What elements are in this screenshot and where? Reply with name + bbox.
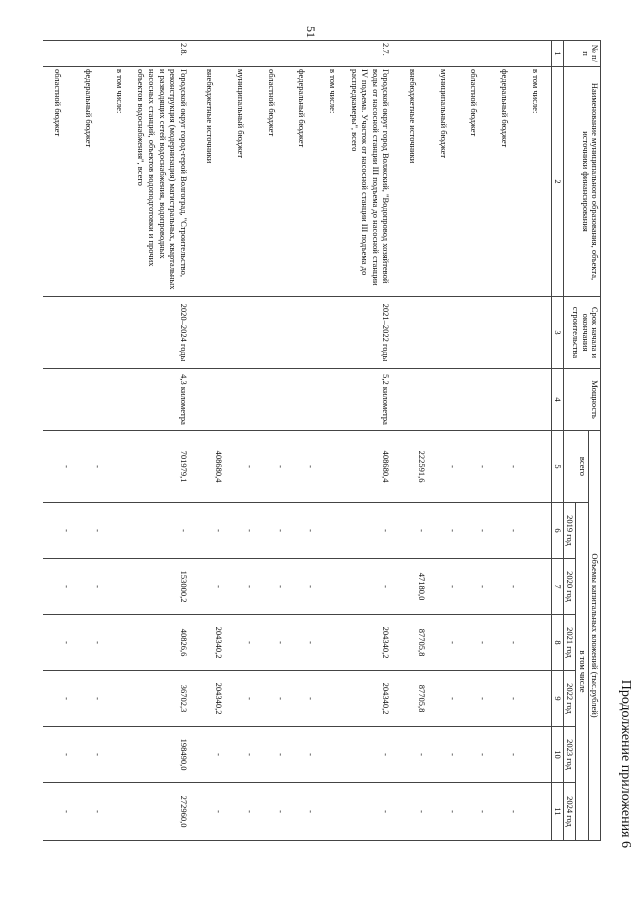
row-value: -: [489, 671, 520, 727]
row-value: [317, 727, 348, 783]
row-value: -: [43, 431, 74, 503]
row-capacity: [520, 369, 551, 431]
row-period: 2020–2024 годы: [135, 297, 195, 369]
row-value: -: [287, 615, 318, 671]
row-value: -: [74, 503, 105, 559]
row-name: областной бюджет: [43, 67, 74, 297]
row-value: [317, 615, 348, 671]
row-period: [459, 297, 490, 369]
row-value: -: [459, 503, 490, 559]
row-value: 87705,8: [398, 615, 429, 671]
row-number: [489, 41, 520, 67]
row-value: -: [226, 431, 257, 503]
row-value: -: [43, 671, 74, 727]
row-value: [104, 503, 135, 559]
column-index: 2: [551, 67, 563, 297]
row-value: -: [459, 727, 490, 783]
row-value: -: [459, 431, 490, 503]
row-value: [520, 783, 551, 841]
row-name: Городской округ город Волжский, "Водопровод хозяйтевой воды от насосной станции III подъема до насосной станции IV подъема. Участок от насосной станции III подъема до распредкамеры", всего: [348, 67, 398, 297]
row-name: муниципальный бюджет: [226, 67, 257, 297]
row-name: в том числе:: [520, 67, 551, 297]
row-value: [520, 615, 551, 671]
row-value: -: [195, 727, 226, 783]
header-year: 2024 год: [563, 783, 575, 841]
table-row: [428, 41, 459, 841]
row-name: муниципальный бюджет: [428, 67, 459, 297]
row-name: областной бюджет: [459, 67, 490, 297]
header-year: 2020 год: [563, 559, 575, 615]
row-value: [317, 671, 348, 727]
column-index: 4: [551, 369, 563, 431]
row-name: федеральный бюджет: [74, 67, 105, 297]
row-value: -: [74, 559, 105, 615]
row-value: -: [428, 503, 459, 559]
row-period: [489, 297, 520, 369]
row-value: 36702,3: [135, 671, 195, 727]
row-period: [43, 297, 74, 369]
row-value: -: [428, 671, 459, 727]
row-value: -: [256, 503, 287, 559]
row-value: 222591,6: [398, 431, 429, 503]
row-value: -: [287, 431, 318, 503]
table-row: [287, 41, 318, 841]
table-row: [226, 41, 257, 841]
row-value: 204340,2: [195, 615, 226, 671]
row-period: [287, 297, 318, 369]
column-index: 5: [551, 431, 563, 503]
table-row: [520, 41, 551, 841]
row-value: -: [195, 503, 226, 559]
row-capacity: 4,3 километра: [135, 369, 195, 431]
row-value: -: [348, 727, 398, 783]
row-period: [74, 297, 105, 369]
row-value: 40826,6: [135, 615, 195, 671]
row-value: -: [43, 727, 74, 783]
row-value: -: [398, 727, 429, 783]
row-period: [398, 297, 429, 369]
row-value: -: [226, 615, 257, 671]
row-value: [520, 671, 551, 727]
row-value: -: [226, 559, 257, 615]
row-value: [317, 559, 348, 615]
row-value: [520, 559, 551, 615]
table-row: [135, 41, 195, 841]
row-number: [195, 41, 226, 67]
row-capacity: [104, 369, 135, 431]
row-value: -: [287, 783, 318, 841]
row-capacity: [317, 369, 348, 431]
row-value: -: [287, 727, 318, 783]
row-value: 204340,2: [348, 615, 398, 671]
row-value: -: [74, 615, 105, 671]
row-capacity: [459, 369, 490, 431]
column-index: 7: [551, 559, 563, 615]
page-number: 51: [304, 26, 318, 38]
row-value: -: [74, 783, 105, 841]
header-year: 2022 год: [563, 671, 575, 727]
table-row: [43, 41, 74, 841]
row-value: -: [226, 727, 257, 783]
row-number: 2.8.: [135, 41, 195, 67]
row-value: [317, 431, 348, 503]
row-value: -: [43, 559, 74, 615]
column-index: 6: [551, 503, 563, 559]
row-value: -: [256, 727, 287, 783]
header-total: всего: [563, 431, 588, 503]
row-number: [226, 41, 257, 67]
row-value: -: [135, 503, 195, 559]
row-value: -: [195, 783, 226, 841]
table-row: [256, 41, 287, 841]
row-capacity: [43, 369, 74, 431]
header-capacity: Мощность: [563, 369, 600, 431]
row-value: -: [489, 783, 520, 841]
row-value: -: [43, 615, 74, 671]
header-no: № п/п: [563, 41, 600, 67]
row-value: 87705,8: [398, 671, 429, 727]
row-number: [104, 41, 135, 67]
row-value: [104, 671, 135, 727]
table-row: [104, 41, 135, 841]
row-name: Городской округ город-герой Волгоград, "Строительство, реконструкция (модернизация) магистральных, квартальных и разводящих сетей водоснабжения, водопроводных насосных станций, объектов водоподготовки и прочих объектов водоснабжения", всего: [135, 67, 195, 297]
row-value: 198490,0: [135, 727, 195, 783]
column-index: 10: [551, 727, 563, 783]
row-value: 701979,1: [135, 431, 195, 503]
row-name: в том числе:: [104, 67, 135, 297]
row-value: [104, 559, 135, 615]
row-value: -: [287, 503, 318, 559]
row-value: -: [459, 671, 490, 727]
row-value: -: [226, 671, 257, 727]
row-value: -: [489, 431, 520, 503]
row-value: -: [195, 559, 226, 615]
row-name: в том числе:: [317, 67, 348, 297]
row-value: 204340,2: [195, 671, 226, 727]
row-value: -: [43, 503, 74, 559]
row-value: -: [43, 783, 74, 841]
row-name: федеральный бюджет: [489, 67, 520, 297]
row-value: 204340,2: [348, 671, 398, 727]
table-row: [398, 41, 429, 841]
row-value: -: [256, 783, 287, 841]
row-period: [195, 297, 226, 369]
row-capacity: [489, 369, 520, 431]
row-value: 408680,4: [348, 431, 398, 503]
row-value: -: [428, 559, 459, 615]
row-number: [74, 41, 105, 67]
row-period: [104, 297, 135, 369]
row-value: [520, 503, 551, 559]
row-number: [256, 41, 287, 67]
row-name: областной бюджет: [256, 67, 287, 297]
row-number: [520, 41, 551, 67]
row-value: -: [226, 783, 257, 841]
column-index: 11: [551, 783, 563, 841]
row-value: -: [348, 559, 398, 615]
header-name: Наименование муниципального образования, объекта, источники финансирования: [563, 67, 600, 297]
header-year: 2021 год: [563, 615, 575, 671]
row-value: -: [489, 615, 520, 671]
row-value: -: [489, 727, 520, 783]
row-value: -: [226, 503, 257, 559]
row-capacity: [398, 369, 429, 431]
row-capacity: [74, 369, 105, 431]
row-capacity: [195, 369, 226, 431]
row-value: [104, 783, 135, 841]
row-value: -: [256, 615, 287, 671]
row-value: 47180,0: [398, 559, 429, 615]
column-index: 3: [551, 297, 563, 369]
row-value: -: [256, 559, 287, 615]
row-value: -: [459, 559, 490, 615]
row-value: -: [428, 727, 459, 783]
row-period: [256, 297, 287, 369]
column-index: 9: [551, 671, 563, 727]
row-value: -: [256, 431, 287, 503]
row-value: -: [287, 671, 318, 727]
row-value: -: [348, 503, 398, 559]
row-value: -: [489, 559, 520, 615]
row-value: 153000,2: [135, 559, 195, 615]
table-row: [195, 41, 226, 841]
capital-investment-table: [43, 40, 601, 841]
row-period: [226, 297, 257, 369]
row-value: -: [74, 671, 105, 727]
row-value: -: [256, 671, 287, 727]
row-name: внебюджетные источники: [398, 67, 429, 297]
row-value: -: [459, 615, 490, 671]
row-value: -: [348, 783, 398, 841]
row-value: [520, 431, 551, 503]
table-row: [74, 41, 105, 841]
table-row: [317, 41, 348, 841]
row-number: [398, 41, 429, 67]
column-index: 1: [551, 41, 563, 67]
row-value: 408680,4: [195, 431, 226, 503]
row-period: [317, 297, 348, 369]
row-value: -: [428, 783, 459, 841]
row-value: [317, 783, 348, 841]
row-value: -: [287, 559, 318, 615]
row-value: -: [398, 783, 429, 841]
row-number: [287, 41, 318, 67]
table-row: [459, 41, 490, 841]
row-value: [104, 615, 135, 671]
row-capacity: [428, 369, 459, 431]
row-period: 2021–2022 годы: [348, 297, 398, 369]
row-name: федеральный бюджет: [287, 67, 318, 297]
row-value: [317, 503, 348, 559]
row-capacity: [287, 369, 318, 431]
row-capacity: 5,2 километра: [348, 369, 398, 431]
row-name: внебюджетные источники: [195, 67, 226, 297]
table-row: [348, 41, 398, 841]
row-period: [520, 297, 551, 369]
row-value: -: [489, 503, 520, 559]
header-period: Срок начала и окончания строительства: [563, 297, 600, 369]
row-value: -: [398, 503, 429, 559]
table-row: [489, 41, 520, 841]
row-number: [428, 41, 459, 67]
row-value: [520, 727, 551, 783]
continuation-heading: Продолжение приложения 6: [618, 679, 633, 848]
row-period: [428, 297, 459, 369]
row-value: -: [74, 431, 105, 503]
column-index: 8: [551, 615, 563, 671]
row-number: [43, 41, 74, 67]
row-value: -: [74, 727, 105, 783]
row-number: 2.7.: [348, 41, 398, 67]
row-value: 272960,0: [135, 783, 195, 841]
row-capacity: [256, 369, 287, 431]
row-number: [317, 41, 348, 67]
header-incl: в том числе: [576, 503, 588, 841]
row-value: -: [459, 783, 490, 841]
header-year: 2023 год: [563, 727, 575, 783]
row-number: [459, 41, 490, 67]
row-value: -: [428, 431, 459, 503]
header-year: 2019 год: [563, 503, 575, 559]
row-value: [104, 431, 135, 503]
row-value: -: [428, 615, 459, 671]
row-capacity: [226, 369, 257, 431]
rotated-page: [53, 40, 633, 860]
header-volumes: Объемы капитальных вложений (тыс.рублей): [588, 431, 600, 841]
row-value: [104, 727, 135, 783]
